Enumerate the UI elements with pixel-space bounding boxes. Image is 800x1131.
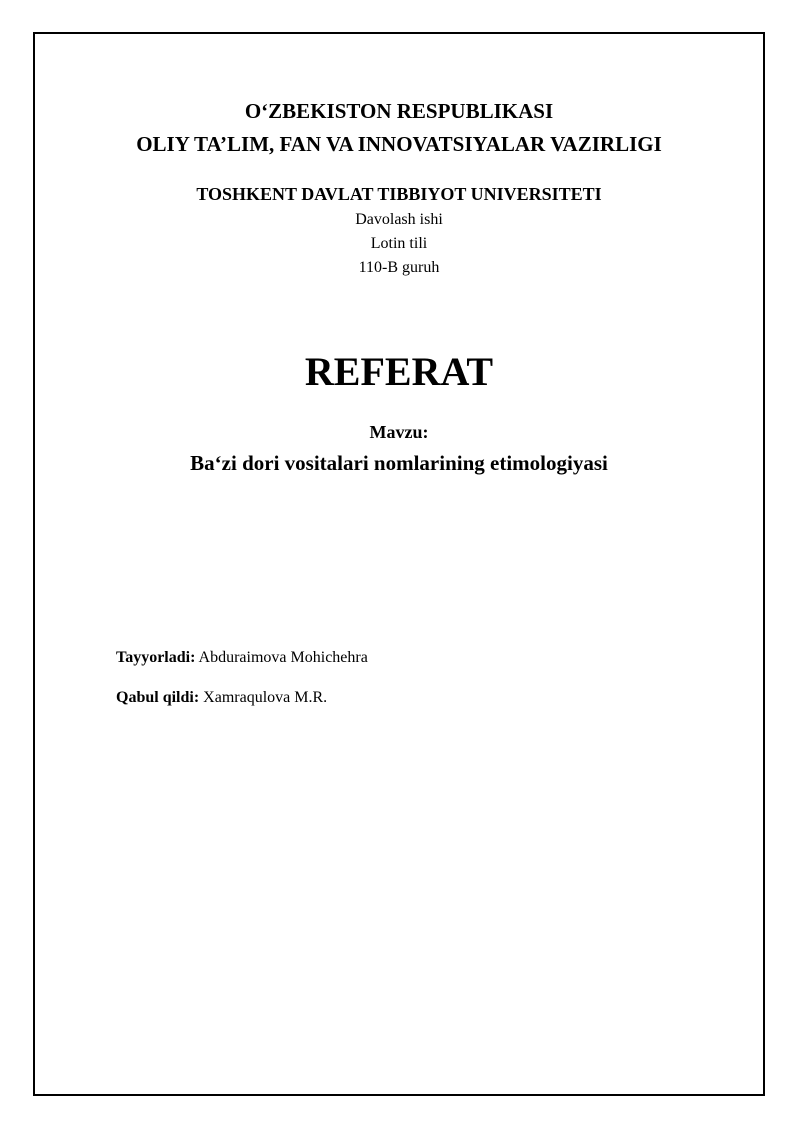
group-name: 110-B guruh [358,259,440,276]
accepted-by-name: Xamraqulova M.R. [203,689,328,706]
accepted-by-line [116,688,327,708]
topic-label: Mavzu: [369,422,429,442]
university-name: TOSHKENT DAVLAT TIBBIYOT UNIVERSITETI [196,184,602,204]
country-heading: O‘ZBEKISTON RESPUBLIKASI [244,99,554,123]
prepared-by-line [116,648,368,668]
prepared-by-name: Abduraimova Mohichehra [198,649,368,666]
faculty-name: Davolash ishi [355,211,443,228]
topic-text: Ba‘zi dori vositalari nomlarining etimologiyasi [190,451,608,475]
subject-name: Lotin tili [370,235,428,252]
ministry-heading: OLIY TA’LIM, FAN VA INNOVATSIYALAR VAZIRLIGI [136,132,662,156]
accepted-by-label: Qabul qildi: [116,689,200,706]
document-title: REFERAT [304,349,494,394]
prepared-by-label: Tayyorladi: [116,649,196,666]
